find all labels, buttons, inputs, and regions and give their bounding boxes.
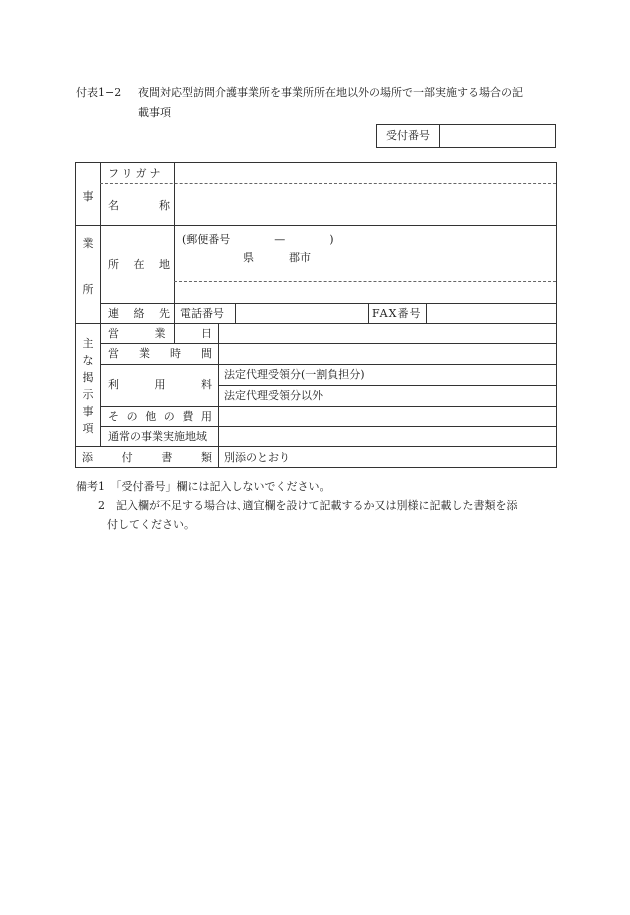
notes (76, 477, 556, 534)
fee-statutory-label: 法定代理受領分(一割負担分) (224, 368, 365, 381)
fax-field[interactable] (428, 305, 554, 322)
service-area-field[interactable] (220, 428, 554, 445)
form-title-line1: 夜間対応型訪問介護事業所を事業所所在地以外の場所で一部実施する場合の記 (138, 86, 523, 99)
office-section-char: 業 (82, 237, 94, 250)
county-city-label: 郡市 (289, 251, 311, 264)
phone-label: 電話番号 (180, 307, 224, 320)
main-items-section-char: 事 (82, 405, 94, 418)
address-field[interactable] (176, 267, 554, 279)
name-field[interactable] (176, 185, 554, 223)
receipt-number-label: 受付番号 (377, 125, 440, 147)
business-hours-field[interactable] (220, 345, 554, 363)
note-2-line2: 付してください。 (107, 518, 195, 531)
contact-label: 連 絡 先 (108, 307, 170, 320)
form-number: 付表1−2 (76, 86, 122, 99)
form-title-line2: 載事項 (138, 106, 171, 119)
attachments-value: 別添のとおり (224, 451, 290, 464)
main-items-section-char: 主 (82, 337, 94, 350)
receipt-number-field[interactable] (440, 125, 555, 147)
main-items-section-char: 項 (82, 422, 94, 435)
postal-code-text: (郵便番号 — ) (182, 233, 334, 246)
attachments-label: 添 付 書 類 (82, 451, 212, 464)
receipt-number-box (376, 124, 556, 148)
phone-field[interactable] (237, 305, 366, 322)
prefecture-label: 県 (243, 251, 254, 264)
furigana-label: フリガナ (108, 167, 164, 180)
fee-label: 利 用 料 (108, 378, 212, 391)
business-days-label: 営 業 日 (108, 327, 212, 340)
form-table (75, 162, 557, 468)
note-1: 備考1 「受付番号」欄には記入しないでください。 (76, 480, 331, 493)
business-days-field[interactable] (220, 325, 554, 342)
office-section-char: 所 (82, 283, 94, 296)
main-items-section-char: 示 (82, 388, 94, 401)
address-label: 所 在 地 (108, 258, 170, 271)
service-area-label: 通常の事業実施地域 (108, 430, 207, 443)
note-2-line1: 2 記入欄が不足する場合は､適宜欄を設けて記載するか又は別様に記載した書類を添 (98, 499, 518, 512)
other-costs-field[interactable] (220, 408, 554, 425)
main-items-section-char: 掲 (82, 371, 94, 384)
fee-other-label: 法定代理受領分以外 (224, 389, 323, 402)
furigana-field[interactable] (176, 164, 554, 182)
office-section-char: 事 (82, 190, 94, 203)
fax-label: FAX番号 (372, 307, 422, 320)
business-hours-label: 営 業 時 間 (108, 347, 212, 360)
other-costs-label: そ の 他 の 費 用 (108, 410, 212, 423)
main-items-section-char: な (82, 354, 94, 367)
name-label: 名 称 (108, 199, 170, 212)
